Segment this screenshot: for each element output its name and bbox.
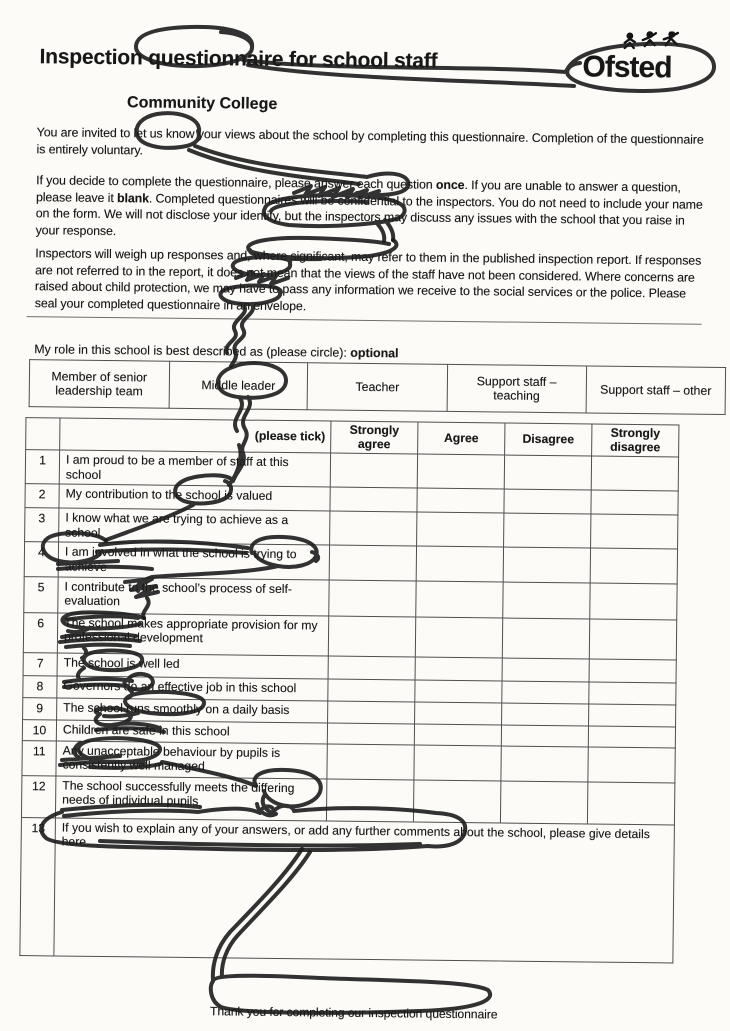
row-number: 12 (21, 775, 55, 817)
intro-paragraph-1: You are invited to let us know your views about the school by completing this questionnaire. Completion of the questionnaire is entirely voluntary. (36, 125, 704, 158)
tick-cell[interactable] (328, 656, 415, 680)
tick-cell[interactable] (326, 779, 413, 822)
column-strongly-disagree: Strongly disagree (592, 424, 679, 457)
tick-cell[interactable] (417, 454, 504, 489)
row-number: 2 (25, 484, 59, 508)
ofsted-logo: Ofsted (582, 50, 672, 85)
column-disagree: Disagree (505, 423, 592, 456)
row-statement: I am proud to be a member of staff at this school (59, 450, 330, 487)
tick-cell[interactable] (330, 453, 417, 488)
tick-cell[interactable] (501, 746, 588, 782)
row-statement: I contribute to the school’s process of self-evaluation (58, 577, 329, 616)
para2-bold-blank: blank (116, 190, 150, 206)
role-option-support-teaching[interactable]: Support staff – teaching (447, 364, 587, 413)
please-tick-label: (please tick) (60, 418, 331, 453)
row-number: 13 (20, 817, 56, 955)
row-statement: Children are safe in this school (56, 720, 327, 744)
thank-you-note: Thank you for completing our inspection questionnaire (209, 1004, 498, 1022)
row-statement: Any unacceptable behaviour by pupils is consistently well managed (56, 741, 327, 779)
role-prompt-optional: optional (350, 346, 399, 361)
header-num-cell (26, 418, 60, 450)
tick-cell[interactable] (417, 488, 504, 513)
tick-cell[interactable] (327, 744, 414, 780)
page-title: Inspection questionnaire for school staff (39, 45, 438, 73)
role-prompt (34, 343, 398, 361)
tick-cell[interactable] (413, 780, 500, 823)
tick-cell[interactable] (417, 512, 504, 547)
tick-cell[interactable] (590, 548, 677, 583)
para2-seg: If you decide to complete the questionnaire, please answer each question (36, 173, 437, 193)
school-name: Community College (126, 94, 278, 114)
row-number: 5 (24, 576, 58, 612)
tick-cell[interactable] (415, 657, 502, 681)
para2-seg: . If you are unable to answer a question, please leave it (35, 178, 681, 205)
tick-cell[interactable] (415, 680, 502, 703)
survey-row-13 (20, 817, 675, 962)
tick-cell[interactable] (502, 681, 589, 704)
tick-cell[interactable] (416, 581, 503, 618)
tick-cell[interactable] (589, 704, 676, 727)
tick-cell[interactable] (327, 723, 414, 745)
tick-cell[interactable] (588, 726, 675, 748)
tick-cell[interactable] (502, 618, 589, 659)
row-statement: The school makes appropriate provision for my professional development (57, 613, 328, 656)
tick-cell[interactable] (501, 725, 588, 747)
tick-cell[interactable] (500, 781, 587, 824)
tick-cell[interactable] (591, 490, 678, 515)
tick-cell[interactable] (329, 545, 416, 580)
tick-cell[interactable] (416, 546, 503, 581)
row-number: 8 (23, 675, 57, 697)
survey-row-12 (21, 775, 674, 824)
row-number: 1 (25, 450, 59, 485)
role-table (29, 359, 726, 415)
tick-cell[interactable] (330, 487, 417, 512)
column-agree: Agree (418, 422, 505, 455)
tick-cell[interactable] (504, 513, 591, 548)
tick-cell[interactable] (504, 489, 591, 514)
tick-cell[interactable] (329, 580, 416, 617)
survey-table (19, 417, 679, 963)
column-strongly-agree: Strongly agree (331, 421, 418, 454)
tick-cell[interactable] (414, 745, 501, 781)
tick-cell[interactable] (588, 747, 675, 783)
tick-cell[interactable] (502, 703, 589, 726)
row-statement: The school is well led (57, 653, 328, 679)
tick-cell[interactable] (414, 724, 501, 746)
role-row (29, 360, 725, 415)
tick-cell[interactable] (328, 616, 415, 657)
intro-paragraph-3: Inspectors will weigh up responses and, where significant, may refer to them in the published inspection report. If responses are not referred to in the report, it does not mean that the views of the staff have not been considered. Where concerns are raised about child protection, we may have to pass any information we receive to the social services or the police. Please seal your completed questionnaire in an envelope. (34, 246, 702, 313)
row-number: 6 (23, 612, 57, 652)
tick-cell[interactable] (589, 619, 676, 660)
tick-cell[interactable] (415, 617, 502, 658)
tick-cell[interactable] (503, 582, 590, 619)
tick-cell[interactable] (502, 658, 589, 682)
tick-cell[interactable] (503, 547, 590, 582)
para2-seg: . Completed questionnaires will be confidential to the inspectors. You do not need to include your name on the form. We will not disclose your identity, but the inspectors may discuss any issues with the school that you raise in your response. (35, 191, 703, 238)
role-option-senior-leadership[interactable]: Member of senior leadership team (29, 360, 169, 409)
row-number: 3 (25, 508, 59, 543)
row-statement: I know what we are trying to achieve as a school (59, 508, 330, 545)
row-number: 11 (22, 740, 56, 775)
tick-cell[interactable] (504, 455, 591, 490)
tick-cell[interactable] (415, 702, 502, 725)
tick-cell[interactable] (328, 679, 415, 702)
row-number: 4 (24, 542, 58, 577)
intro-paragraph-2 (36, 173, 709, 246)
row-number: 9 (23, 697, 57, 719)
role-prompt-text: My role in this school is best described as (please circle): (34, 342, 347, 361)
tick-cell[interactable] (328, 701, 415, 724)
row-statement: The school runs smoothly on a daily basis (57, 698, 328, 723)
tick-cell[interactable] (589, 659, 676, 683)
role-option-support-other[interactable]: Support staff – other (586, 366, 726, 415)
tick-cell[interactable] (591, 456, 678, 491)
comments-area[interactable]: If you wish to explain any of your answers, or add any further comments about the school, please give details here. (54, 818, 675, 963)
row-statement: I am involved in what the school is trying to achieve (58, 542, 329, 579)
tick-cell[interactable] (330, 511, 417, 546)
tick-cell[interactable] (589, 682, 676, 705)
para2-bold-once: once (435, 178, 465, 193)
role-option-teacher[interactable]: Teacher (308, 363, 448, 412)
role-option-middle-leader[interactable]: Middle leader (169, 361, 308, 410)
row-statement: The school successfully meets the differing needs of individual pupils (55, 776, 326, 821)
row-statement: My contribution to the school is valued (59, 484, 330, 511)
tick-cell[interactable] (587, 782, 674, 825)
tick-cell[interactable] (590, 583, 677, 620)
row-number: 7 (23, 652, 57, 675)
row-statement: Governors do an effective job in this school (57, 676, 328, 701)
tick-cell[interactable] (591, 514, 678, 549)
row-number: 10 (22, 719, 56, 740)
